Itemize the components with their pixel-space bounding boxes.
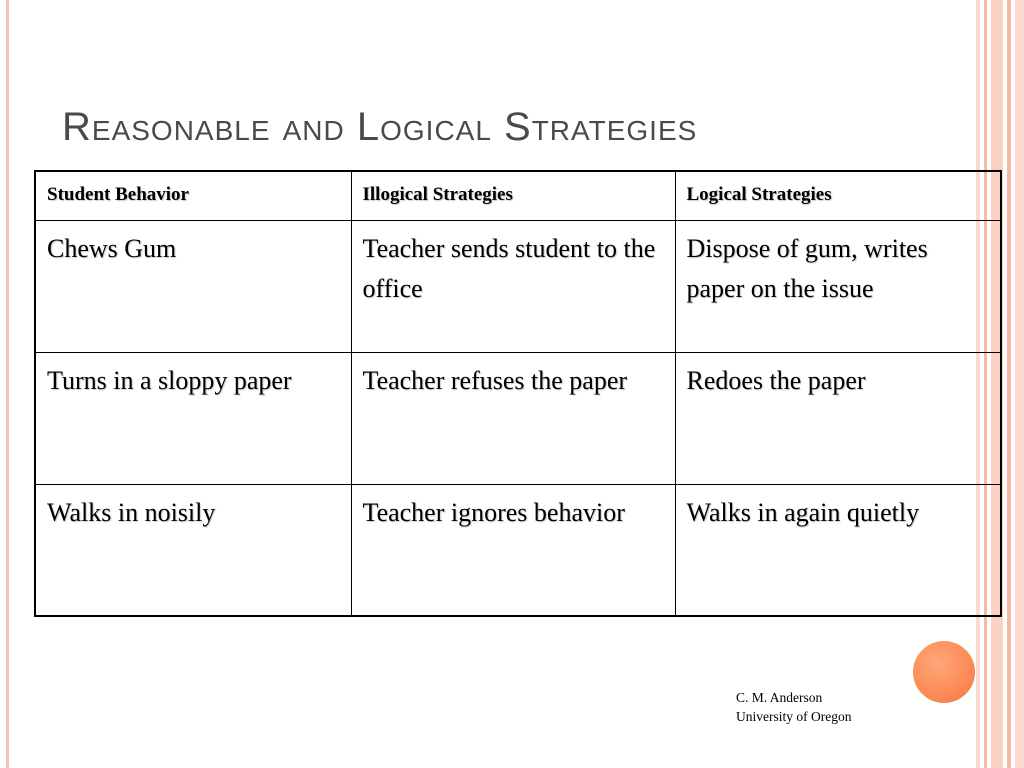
table-header-row bbox=[35, 171, 1001, 220]
behavior-cell: Turns in a sloppy paper bbox=[35, 352, 351, 484]
behavior-cell: Walks in noisily bbox=[35, 484, 351, 616]
right-stripe-4 bbox=[1007, 0, 1011, 768]
table-row bbox=[35, 352, 1001, 484]
author-name: C. M. Anderson bbox=[736, 690, 823, 705]
logical-strategy-cell: Dispose of gum, writes paper on the issue bbox=[675, 220, 1001, 352]
right-stripe-5 bbox=[1015, 0, 1024, 768]
author-credit bbox=[736, 688, 851, 726]
behavior-cell: Chews Gum bbox=[35, 220, 351, 352]
illogical-strategy-cell: Teacher sends student to the office bbox=[351, 220, 675, 352]
illogical-strategy-cell: Teacher ignores behavior bbox=[351, 484, 675, 616]
header-illogical-strategies: Illogical Strategies bbox=[351, 171, 675, 220]
table-row bbox=[35, 484, 1001, 616]
author-affiliation: University of Oregon bbox=[736, 709, 852, 724]
header-logical-strategies: Logical Strategies bbox=[675, 171, 1001, 220]
logical-strategy-cell: Redoes the paper bbox=[675, 352, 1001, 484]
logical-strategy-cell: Walks in again quietly bbox=[675, 484, 1001, 616]
strategy-table bbox=[34, 170, 1002, 617]
slide-title: Reasonable and Logical Strategies bbox=[62, 105, 698, 149]
header-student-behavior: Student Behavior bbox=[35, 171, 351, 220]
orange-circle-decoration bbox=[913, 641, 975, 703]
table-row bbox=[35, 220, 1001, 352]
illogical-strategy-cell: Teacher refuses the paper bbox=[351, 352, 675, 484]
